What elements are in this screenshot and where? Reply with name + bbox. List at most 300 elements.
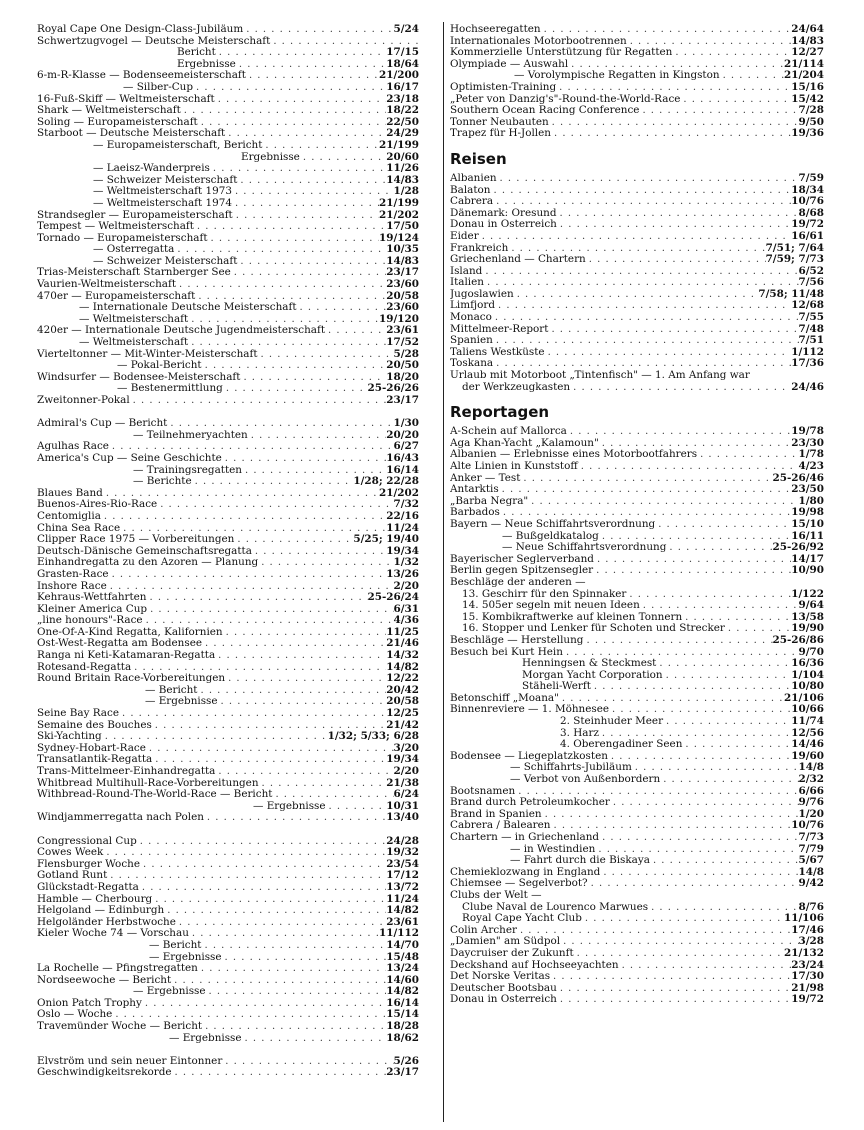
entry-reference: 18/28 [386,1021,419,1033]
index-entry [450,589,824,601]
entry-reference: 21/46 [386,638,419,650]
index-entry [37,476,419,488]
entry-reference: 16/17 [386,81,419,93]
index-entry [37,523,419,535]
entry-reference: 19/90 [791,623,824,635]
index-entry [37,615,419,627]
dot-leader [102,731,328,743]
entry-reference: 19/72 [791,219,824,231]
section-gap [37,407,419,419]
entry-reference: 14/82 [386,905,419,917]
dot-leader [107,581,394,593]
entry-reference: 23/61 [386,325,419,337]
dot-leader [258,349,394,361]
entry-title: Tempest — Weltmeisterschaft [37,221,194,233]
dot-leader [270,36,419,48]
index-entry [37,372,419,384]
dot-leader [720,70,784,82]
index-entry [450,47,824,59]
dot-leader [609,704,791,716]
entry-reference: 5/28 [393,348,419,360]
entry-title: America's Cup — Seine Geschichte [37,452,222,464]
entry-title: — Osterregatta [93,244,175,256]
dot-leader [236,59,386,71]
index-entry [450,438,824,450]
index-entry [450,739,824,751]
dot-leader [599,832,798,844]
entry-title: Vierteltonner — Mit-Winter-Meisterschaft [37,348,258,360]
index-entry [450,994,824,1006]
dot-leader [663,716,791,728]
index-entry [37,963,419,975]
index-entry [37,870,419,882]
dot-leader [215,766,393,778]
dot-leader [237,256,386,268]
entry-reference: 1/32; 5/33; 6/28 [327,731,419,743]
entry-title: — Vorolympische Regatten in Kingston [514,70,720,82]
index-entry [37,511,419,523]
entry-title: Chiemsee — Segelverbot? [450,878,588,890]
index-entry [450,658,824,670]
entry-reference: 15/14 [386,1009,419,1021]
entry-reference: 17/50 [386,221,419,233]
index-entry [450,496,824,508]
entry-title: Cabrera [450,196,494,208]
dot-leader [243,24,393,36]
dot-leader [188,337,386,349]
entry-reference: 25-26/26 [367,383,419,395]
index-entry [450,426,824,438]
entry-title: Hochseeregatten [450,24,541,35]
dot-leader [167,418,393,430]
dot-leader [500,507,791,519]
entry-title: Round Britain Race-Vorbereitungen [37,673,226,685]
section-gap [37,1044,419,1056]
dot-leader [231,267,387,279]
index-entry [37,801,419,813]
entry-reference: 15/10 [791,518,824,530]
entry-reference: 21/106 [784,692,824,704]
entry-title: Royal Cape Yacht Club [462,913,582,925]
index-entry [37,128,419,140]
dot-leader [556,208,798,220]
entry-reference: 10/31 [386,800,419,812]
entry-title: Soling — Europameisterschaft [37,116,198,128]
entry-reference: 4/23 [798,461,824,472]
index-entry [37,453,419,465]
entry-title: Beschläge — Herstellung [450,634,584,646]
dot-leader [582,913,784,925]
entry-reference: 1/32 [393,557,419,569]
dot-leader [297,302,387,314]
dot-leader [608,751,791,763]
entry-reference: 24/46 [791,381,824,393]
entry-title: Einhandregatta zu den Azoren — Planung [37,557,259,569]
entry-reference: 23/17 [386,267,419,279]
dot-leader [600,867,798,879]
index-entry [450,762,824,774]
entry-reference: 22/50 [386,116,419,128]
entry-title: Chemieklozwang in England [450,866,601,878]
entry-title: Kommerzielle Unterstützung für Regatten [450,47,673,59]
dot-leader [557,994,791,1006]
entry-reference: 6/27 [393,441,419,453]
entry-title: Cabrera / Balearen [450,820,551,832]
dot-leader [131,662,386,674]
entry-reference: 11/26 [386,163,419,175]
index-entry [450,70,824,82]
index-entry [450,531,824,543]
entry-reference: 25-26/92 [772,542,824,554]
dot-leader [201,940,386,952]
index-entry [450,24,824,36]
entry-title: — Bußgeldkatalog [502,530,599,542]
index-entry [37,847,419,859]
dot-leader [610,797,799,809]
entry-title: der Werkzeugkasten [462,381,571,393]
entry-title: Trapez für H-Jollen [450,128,551,140]
index-entry [37,534,419,546]
index-entry [450,59,824,71]
entry-title: Buenos-Aires-Rio-Race [37,499,158,511]
entry-title: Binnenreviere — 1. Möhnesee [450,704,610,716]
entry-reference: 23/54 [386,858,419,870]
entry-reference: 23/60 [386,279,419,291]
entry-reference: 6/31 [393,603,419,615]
entry-title: Centomiglia [37,510,101,522]
index-entry [450,716,824,728]
index-entry [37,928,419,940]
entry-reference: 1/28; 22/28 [353,476,419,488]
index-entry [37,546,419,558]
entry-title: — Fahrt durch die Biskaya [510,855,650,867]
entry-reference: 21/114 [784,58,824,70]
entry-reference: 21/199 [379,197,419,209]
entry-reference: 22/16 [386,510,419,522]
dot-leader [499,484,792,496]
dot-leader [493,196,791,208]
entry-title: Donau in Österreich [450,219,557,231]
index-entry [37,59,419,71]
dot-leader [194,221,386,233]
index-entry [450,844,824,856]
index-entry [37,940,419,952]
entry-reference: 16/14 [386,464,419,476]
entry-reference: 7/51 [798,335,824,347]
dot-leader [143,615,394,627]
entry-reference: 25-26/46 [772,472,824,484]
entry-title: Betonschiff „Moana" [450,692,559,704]
index-entry [37,905,419,917]
dot-leader [222,952,387,964]
index-entry [450,983,824,995]
entry-title: Tornado — Europameisterschaft [37,232,208,244]
entry-title: Donau in Österreich [450,994,557,1006]
entry-title: Monaco [450,312,492,324]
entry-title: Bayerischer Seglerverband [450,553,594,565]
column-divider [443,22,444,1122]
entry-reference: 14/83 [791,35,824,47]
entry-title: 6-m-R-Klasse — Bodenseemeisterschaft [37,70,246,82]
entry-reference: 21/38 [386,777,419,789]
entry-title: Albanien — Erlebnisse eines Motorbootfahrers [450,449,698,461]
entry-title: Beschläge der anderen — [450,576,586,588]
index-entry [450,82,824,94]
entry-title: Brand durch Petroleumkocher [450,797,610,809]
dot-leader [147,604,393,616]
entry-reference: 18/34 [791,184,824,196]
entry-reference: 7/32 [393,499,419,511]
entry-title: Kehraus-Wettfahrten [37,592,147,604]
index-entry [450,266,824,278]
entry-reference: 13/26 [386,568,419,580]
entry-title: — Ergebnisse [133,986,206,998]
entry-reference: 17/36 [791,358,824,370]
entry-reference: 9/42 [798,878,824,890]
index-entry [37,325,419,337]
index-entry [37,1021,419,1033]
index-entry [37,70,419,82]
entry-reference: 18/20 [386,371,419,383]
entry-title: Rotesand-Regatta [37,661,132,673]
entry-reference: 19/120 [379,313,419,325]
entry-reference: 19/98 [791,507,824,519]
index-entry [450,936,824,948]
right-column [450,24,824,1006]
entry-title: Kieler Woche 74 — Vorschau [37,928,189,940]
entry-reference: 2/20 [393,766,419,777]
entry-reference: 13/72 [386,881,419,893]
index-entry [450,728,824,740]
index-entry [37,731,419,743]
dot-leader [188,314,379,326]
index-entry [450,117,824,129]
entry-reference: 1/20 [798,808,824,820]
index-entry [450,335,824,347]
index-entry [450,243,824,255]
entry-title: Kleiner America Cup [37,603,148,615]
entry-title: Helgoländer Herbstwoche [37,916,176,928]
dot-leader [109,441,394,453]
entry-title: Bodensee — Liegeplatzkosten [450,750,608,762]
entry-reference: 1/104 [791,669,824,681]
entry-title: Besuch bei Kurt Hein [450,646,563,658]
entry-reference: 5/26 [393,1055,419,1067]
dot-leader [216,47,387,59]
entry-reference: 20/42 [386,684,419,696]
section-heading: Reisen [450,149,507,168]
dot-leader [103,847,386,859]
entry-reference: 1/30 [393,418,419,430]
index-entry [37,349,419,361]
dot-leader [147,592,368,604]
entry-reference: 6/52 [798,265,824,277]
entry-title: Starboot — Deutsche Meisterschaft [37,128,226,140]
entry-reference: 12/27 [791,47,824,59]
dot-leader [246,70,379,82]
dot-leader [176,279,386,291]
dot-leader [326,801,387,813]
entry-title: — Bericht [149,939,202,951]
entry-title: Southern Ocean Racing Conference [450,105,640,117]
dot-leader [206,986,387,998]
dot-leader [545,347,792,359]
index-entry [37,557,419,569]
index-entry [37,986,419,998]
dot-leader [259,778,387,790]
index-entry [37,418,419,430]
dot-leader [152,894,386,906]
entry-title: Henningsen & Steckmest [522,658,657,670]
dot-leader [588,878,799,890]
index-entry [450,878,824,890]
entry-title: — Bestenermittlung [117,383,223,395]
entry-reference: 9/70 [798,646,824,658]
entry-reference: 10/76 [791,196,824,208]
entry-reference: 19/124 [379,232,419,244]
index-entry [450,289,824,301]
index-entry [450,519,824,531]
entry-title: Seine Bay Race [37,708,119,720]
entry-title: Deutscher Bootsbau [450,982,557,994]
entry-reference: 16/61 [791,230,824,242]
dot-leader [656,658,791,670]
entry-reference: 20/58 [386,696,419,708]
entry-reference: 17/15 [386,47,419,59]
entry-reference: 2/32 [798,774,824,786]
dot-leader [176,917,386,929]
index-entry [450,461,824,473]
index-entry [450,809,824,821]
index-entry [37,1067,419,1079]
entry-title: Admiral's Cup — Bericht [37,418,168,430]
entry-title: Whitbread Multihull-Race-Vorbereitungen [37,777,259,789]
dot-leader [541,24,792,36]
index-entry [450,208,824,220]
dot-leader [490,185,791,197]
entry-title: Onion Patch Trophy [37,997,142,1009]
entry-reference: 19/32 [386,847,419,859]
dot-leader [557,219,791,231]
index-entry [450,507,824,519]
index-entry [37,720,419,732]
entry-title: Shark — Weltmeisterschaft [37,105,181,117]
dot-leader [574,948,784,960]
entry-title: Eider [450,230,479,242]
entry-reference: 17/12 [386,870,419,882]
index-entry [450,312,824,324]
dot-leader [493,358,791,370]
index-entry [450,565,824,577]
entry-reference: 24/29 [386,128,419,140]
dot-leader [222,453,387,465]
entry-title: Withbread-Round-The-World-Race — Bericht [37,789,273,801]
dot-leader [164,905,386,917]
entry-title: Grasten-Race [37,568,109,580]
dot-leader [556,82,791,94]
dot-leader [112,1009,386,1021]
entry-title: Alte Linien in Kunststoff [450,461,578,472]
entry-reference: 23/18 [386,93,419,105]
index-entry [37,117,419,129]
index-entry [37,210,419,222]
entry-reference: 19/78 [791,426,824,438]
dot-leader [595,844,798,856]
index-entry [450,774,824,786]
dot-leader [626,589,791,601]
index-entry [450,948,824,960]
dot-leader [672,47,791,59]
entry-title: Strandsegler — Europameisterschaft [37,209,233,221]
index-entry [450,797,824,809]
index-entry [37,627,419,639]
dot-leader [208,233,380,245]
dot-leader [174,244,386,256]
entry-reference: 10/35 [386,244,419,256]
entry-reference: 3/20 [393,742,419,754]
entry-title: Italien [450,277,484,289]
dot-leader [325,325,386,337]
entry-reference: 21/199 [379,139,419,151]
entry-reference: 12/56 [791,727,824,739]
entry-title: Olympiade — Auswahl [450,58,569,70]
entry-title: 3. Harz [560,727,599,739]
entry-title: — Europameisterschaft, Bericht [93,139,263,151]
entry-title: Nordseewoche — Bericht [37,974,172,986]
entry-title: 13. Geschirr für den Spinnaker [462,588,627,600]
index-entry [37,836,419,848]
entry-title: 2. Steinhuder Meer [560,716,664,728]
entry-reference: 20/50 [386,360,419,372]
entry-title: Chartern — in Griechenland [450,832,600,843]
entry-title: Trans-Mittelmeer-Einhandregatta [37,766,216,777]
entry-title: Trias-Meisterschaft Starnberger See [37,267,231,279]
index-entry [450,623,824,635]
entry-title: — Pokal-Bericht [117,360,202,372]
dot-leader [197,685,386,697]
entry-title: — Ergebnisse [169,1032,242,1044]
entry-reference: 5/67 [798,855,824,867]
dot-leader [130,395,387,407]
index-entry [450,751,824,763]
dot-leader [223,383,368,395]
entry-title: Windjammerregatta nach Polen [37,812,204,824]
entry-title: Deutsch-Dänische Gemeinschaftsregatta [37,545,252,557]
entry-title: Deckshand auf Hochseeyachten [450,959,619,971]
dot-leader [152,720,386,732]
index-entry [450,370,824,382]
index-entry [450,647,824,659]
entry-reference: 13/24 [386,963,419,975]
dot-leader [189,928,379,940]
index-entry [37,36,419,48]
index-entry [37,952,419,964]
dot-leader [137,836,387,848]
dot-leader [482,266,798,278]
entry-title: Daycruiser der Zukunft [450,947,574,959]
entry-reference: 14/46 [791,739,824,751]
dot-leader [139,882,386,894]
index-entry [37,650,419,662]
dot-leader [107,870,386,882]
entry-title: — Weltmeisterschaft [79,337,189,349]
entry-title: Bayern — Neue Schiffahrtsverordnung [450,518,656,530]
dot-leader [142,998,386,1010]
entry-reference: 23/17 [386,1067,419,1079]
dot-leader [233,210,379,222]
dot-leader [218,696,387,708]
index-entry [450,925,824,937]
